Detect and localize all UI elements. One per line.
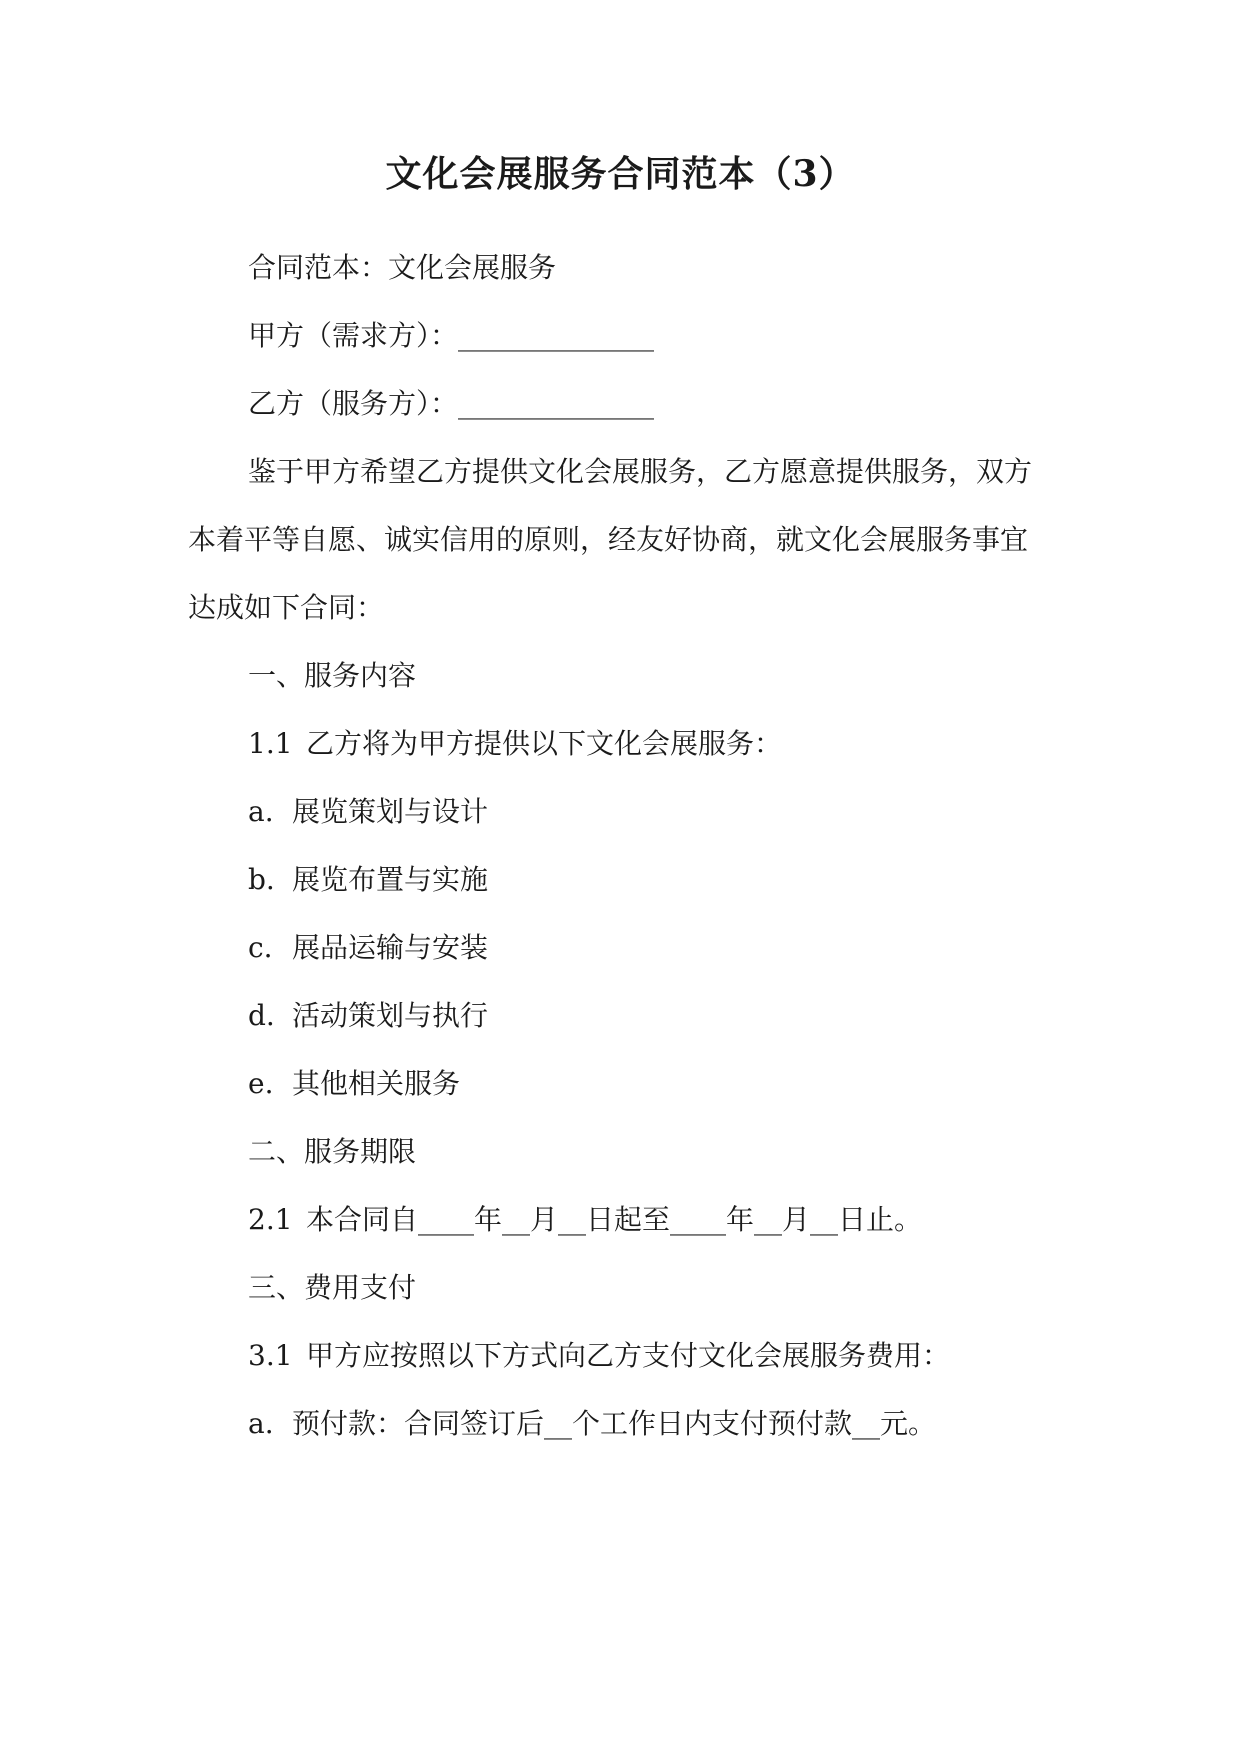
list-marker: a.	[248, 795, 274, 828]
payment-item-a	[248, 1404, 936, 1444]
line-text: 本合同自____年__月__日起至____年__月__日止。	[306, 1203, 923, 1236]
clause-3-1	[248, 1336, 950, 1376]
contract-type-line	[248, 248, 556, 288]
party-a-line	[248, 316, 654, 356]
line-text: 展览策划与设计	[292, 795, 489, 828]
line-text: 甲方应按照以下方式向乙方支付文化会展服务费用：	[306, 1339, 951, 1372]
line-text: 其他相关服务	[292, 1067, 461, 1100]
line-text: 三、费用支付	[248, 1271, 417, 1304]
line-text: 预付款：合同签订后__个工作日内支付预付款__元。	[292, 1407, 937, 1440]
line-text: 鉴于甲方希望乙方提供文化会展服务，乙方愿意提供服务，双方	[248, 455, 1033, 488]
list-marker: a.	[248, 1407, 274, 1440]
line-text: 甲方（需求方）：______________	[248, 319, 655, 352]
clause-1-1	[248, 724, 782, 764]
list-marker: c.	[248, 931, 273, 964]
preamble-line-1	[248, 452, 1032, 492]
list-item-c	[248, 928, 488, 968]
line-text: 展览布置与实施	[292, 863, 489, 896]
line-text: 乙方（服务方）：______________	[248, 387, 655, 420]
line-text: 一、服务内容	[248, 659, 417, 692]
clause-number: 3.1	[248, 1339, 293, 1372]
preamble-line-2	[188, 520, 1028, 560]
clause-number: 1.1	[248, 727, 293, 760]
line-text: 展品运输与安装	[292, 931, 489, 964]
list-marker: d.	[248, 999, 275, 1032]
list-item-e	[248, 1064, 460, 1104]
section-heading-1	[248, 656, 416, 696]
section-heading-2	[248, 1132, 416, 1172]
line-text: 达成如下合同：	[188, 591, 385, 624]
list-item-a	[248, 792, 488, 832]
section-heading-3	[248, 1268, 416, 1308]
list-marker: b.	[248, 863, 275, 896]
line-text: 本着平等自愿、诚实信用的原则，经友好协商，就文化会展服务事宜	[188, 523, 1029, 556]
line-text: 活动策划与执行	[292, 999, 489, 1032]
party-b-line	[248, 384, 654, 424]
preamble-line-3	[188, 588, 384, 628]
clause-2-1	[248, 1200, 922, 1240]
line-text: 合同范本：文化会展服务	[248, 251, 557, 284]
list-item-d	[248, 996, 488, 1036]
clause-number: 2.1	[248, 1203, 293, 1236]
line-text: 乙方将为甲方提供以下文化会展服务：	[306, 727, 783, 760]
list-item-b	[248, 860, 488, 900]
document-title: 文化会展服务合同范本（3）	[385, 153, 856, 195]
list-marker: e.	[248, 1067, 274, 1100]
line-text: 二、服务期限	[248, 1135, 417, 1168]
